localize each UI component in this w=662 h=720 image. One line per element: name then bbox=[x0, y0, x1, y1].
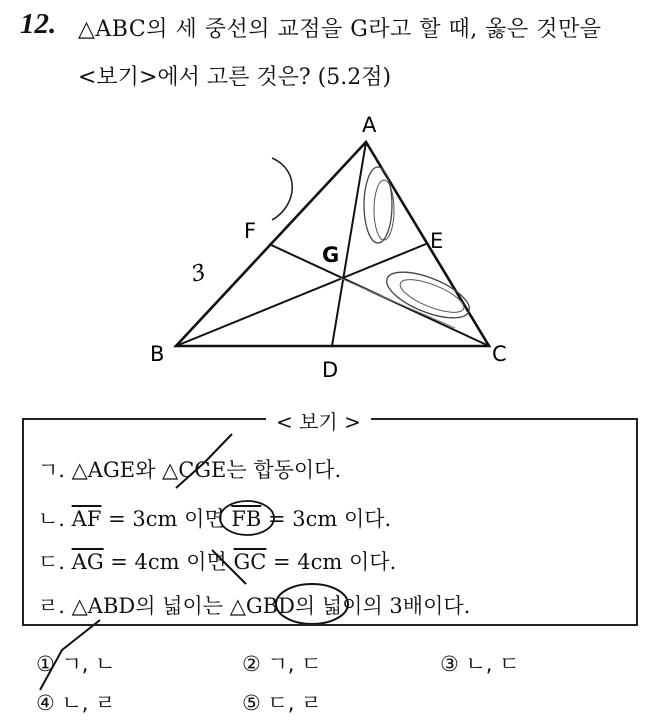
segment-label: $\overline{AF}$ bbox=[71, 507, 102, 531]
bogi-item-4 bbox=[38, 590, 470, 620]
choice-number: ① bbox=[36, 652, 55, 676]
bogi-item-2 bbox=[38, 503, 391, 533]
choice-number: ② bbox=[242, 652, 261, 676]
scribble-line bbox=[340, 278, 455, 328]
label-c: C bbox=[492, 342, 507, 366]
item-marker: ㄱ. bbox=[38, 458, 65, 482]
choice-2[interactable] bbox=[242, 648, 321, 678]
choice-text: ㄴ, ㄷ bbox=[465, 652, 520, 676]
item-text: = 3cm 이다. bbox=[261, 507, 392, 531]
label-a: A bbox=[362, 113, 377, 137]
label-e: E bbox=[430, 229, 444, 253]
question-number: 12. bbox=[20, 8, 57, 40]
choice-5[interactable] bbox=[242, 687, 321, 717]
choice-number: ③ bbox=[440, 652, 459, 676]
scribble-shading-upper-2 bbox=[374, 180, 394, 240]
bogi-title: < 보기 > bbox=[266, 406, 371, 435]
scribble-shading-upper bbox=[364, 167, 392, 243]
choice-number: ⑤ bbox=[242, 691, 261, 715]
margin-mark-3: 3 bbox=[188, 259, 209, 288]
item-text: △AGE와 △CGE는 합동이다. bbox=[71, 458, 342, 482]
item-marker: ㄹ. bbox=[38, 594, 65, 618]
choice-number: ④ bbox=[36, 691, 55, 715]
segment-label: $\overline{AG}$ bbox=[71, 550, 104, 574]
question-text-line2: <보기>에서 고른 것은? (5.2점) bbox=[78, 65, 392, 90]
choice-text: ㄴ, ㄹ bbox=[61, 691, 116, 715]
item-marker: ㄴ. bbox=[38, 507, 65, 531]
scribble-shading-lower-2 bbox=[396, 273, 467, 319]
label-b: B bbox=[150, 342, 165, 366]
segment-label: $\overline{GC}$ bbox=[233, 550, 267, 574]
label-d: D bbox=[322, 358, 339, 382]
scribble-left-bracket bbox=[272, 158, 292, 220]
choice-text: ㄱ, ㄷ bbox=[267, 652, 322, 676]
item-text: = 3cm 이면 bbox=[101, 507, 232, 531]
choice-text: ㄱ, ㄴ bbox=[61, 652, 116, 676]
label-f: F bbox=[244, 219, 257, 243]
segment-label: $\overline{FB}$ bbox=[231, 507, 262, 531]
item-text: = 4cm 이다. bbox=[266, 550, 397, 574]
item-text: △ABD의 넓이는 △GBD의 넓이의 3배이다. bbox=[71, 594, 471, 618]
label-g: G bbox=[322, 243, 340, 267]
item-text: = 4cm 이면 bbox=[103, 550, 234, 574]
choice-text: ㄷ, ㄹ bbox=[267, 691, 322, 715]
choice-1[interactable] bbox=[36, 648, 115, 678]
bogi-item-1 bbox=[38, 454, 341, 484]
bogi-item-3 bbox=[38, 546, 396, 576]
choice-3[interactable] bbox=[440, 648, 519, 678]
item-marker: ㄷ. bbox=[38, 550, 65, 574]
question-text-line1: △ABC의 세 중선의 교점을 G라고 할 때, 옳은 것만을 bbox=[78, 17, 602, 42]
choice-4[interactable] bbox=[36, 687, 115, 717]
